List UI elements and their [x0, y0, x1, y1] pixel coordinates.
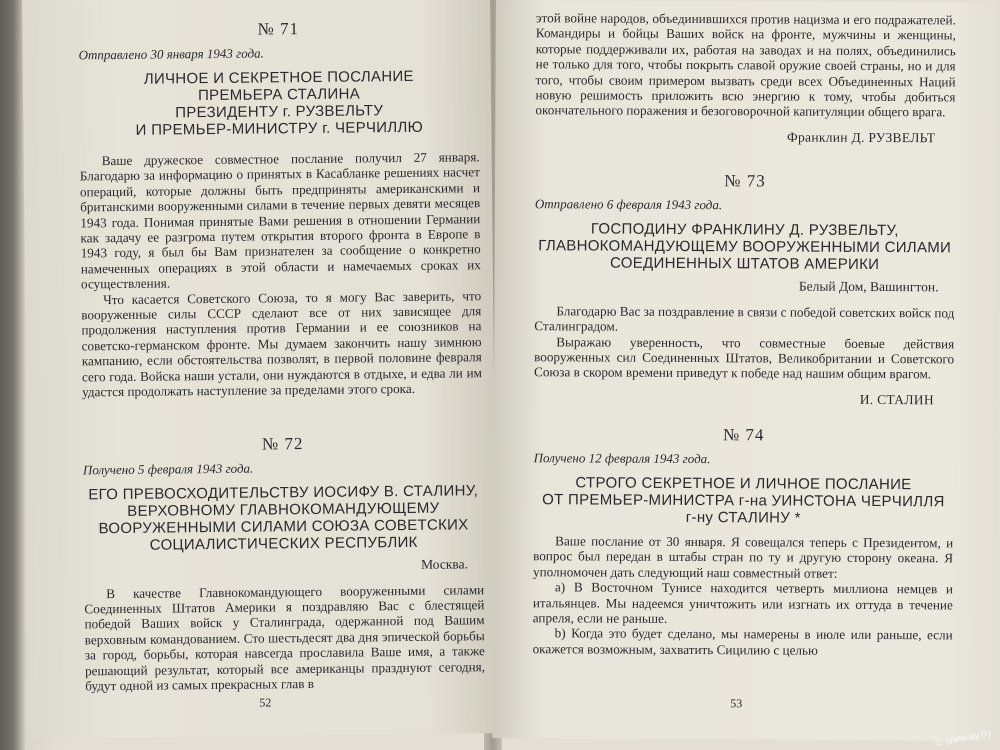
paragraph: Ваше послание от 30 января. Я совещался теперь с Президентом, и вопрос был передан в штабы стран по ту и другую сторону океана. Я уполномочен дать следующий наш совместный ответ: [532, 533, 954, 581]
doc-73-heading [535, 220, 955, 273]
page-number: 52 [259, 695, 272, 710]
paragraph: Выражаю уверенность, что совместные боевые действия вооруженных сил Соединенных Штатов, Великобритании и Советского Союза в скором времени приведут к победе над нашим общим врагом. [534, 333, 955, 382]
doc-72-date: Получено 5 февраля 1943 года. [82, 460, 254, 477]
doc-74-heading [533, 474, 953, 527]
heading-line: ЛИЧНОЕ И СЕКРЕТНОЕ ПОСЛАНИЕ [143, 67, 414, 88]
page-left [22, 0, 498, 738]
doc-74-number: № 74 [722, 425, 765, 445]
doc-72-place: Москва. [420, 555, 469, 572]
doc-72-continuation [535, 10, 956, 120]
heading-line: И ПРЕМЬЕР-МИНИСТРУ г. ЧЕРЧИЛЛЮ [135, 118, 424, 139]
heading-line: ГОСПОДИНУ ФРАНКЛИНУ Д. РУЗВЕЛЬТУ, [590, 220, 899, 239]
right-column [533, 10, 956, 658]
heading-line: ОТ ПРЕМЬЕР-МИНИСТРА г-на УИНСТОНА ЧЕРЧИЛЛЯ [542, 491, 945, 511]
paragraph: Благодарю Вас за поздравление в связи с победой советских войск под Сталинградом. [534, 303, 955, 334]
watermark: © www.ay.by [934, 727, 993, 750]
heading-line: ПРЕМЬЕРА СТАЛИНА [197, 85, 361, 105]
paragraph: b) Когда это будет сделано, мы намерены в июле или раньше, если окажется возможным, захватить Сицилию с целью [532, 625, 953, 658]
heading-line: СТРОГО СЕКРЕТНОЕ И ЛИЧНОЕ ПОСЛАНИЕ [575, 474, 912, 494]
heading-line: СОЦИАЛИСТИЧЕСКИХ РЕСПУБЛИК [149, 533, 418, 554]
doc-72-heading [83, 482, 484, 554]
doc-73-signature: И. СТАЛИН [859, 391, 934, 408]
doc-72-signature: Франклин Д. РУЗВЕЛЬТ [786, 129, 936, 146]
page-right [492, 0, 1000, 741]
doc-74-date: Получено 12 февраля 1943 года. [533, 450, 711, 467]
heading-line: ЕГО ПРЕВОСХОДИТЕЛЬСТВУ ИОСИФУ В. СТАЛИНУ, [88, 481, 479, 503]
doc-73-date: Отправлено 6 февраля 1943 года. [534, 196, 723, 213]
doc-71-date: Отправлено 30 января 1943 года. [78, 45, 264, 63]
paragraph: этой войне народов, объединившихся против нацизма и его подражателей. Командиры и бойцы Ваших войск на фронте, мужчины и женщины, которые поддерживали их, работая на заводах и на полях, объединились не только для того, чтобы покрыть славой оружие своей страны, но и для того, чтобы своим примером вызвать среди всех Объединенных Наций новую решимость приложить всю энергию к тому, чтобы добиться окончательного поражения и безоговорочной капитуляции общего врага. [535, 10, 956, 120]
paragraph: В качестве Главнокомандующего вооруженными силами Соединенных Штатов Америки я поздравляю Вас с блестящей победой Ваших войск у Сталинграда, одержанной под Вашим верховным командованием. Сто шестьдесят два дня эпической борьбы за город, борьбы, которая навсегда прославила Ваше имя, а также решающий результат, который все американцы празднуют сегодня, будут одной из самых прекрасных глав в [84, 581, 486, 694]
heading-line: г-ну СТАЛИНУ * [685, 508, 801, 527]
doc-73-number: № 73 [724, 171, 766, 191]
paragraph: Что касается Советского Союза, то я могу Вас заверить, что вооруженные силы СССР сделают все от них зависящее для продолжения наступления против Германии и ее союзников на советско-германском фронте. Мы думаем закончить нашу зимнюю кампанию, если обстоятельства позволят, в первой половине февраля сего года. Войска наши устали, они нуждаются в отдыхе, и едва ли им удастся продолжать наступление за пределами этого срока. [81, 287, 483, 400]
doc-73-place: Белый Дом, Вашингтон. [798, 278, 939, 295]
heading-line: ВООРУЖЕННЫМИ СИЛАМИ СОЮЗА СОВЕТСКИХ [98, 515, 469, 537]
heading-line: ГЛАВНОКОМАНДУЮЩЕМУ ВООРУЖЕННЫМИ СИЛАМИ [538, 237, 952, 257]
paragraph: а) В Восточном Тунисе находится четверть миллиона немцев и итальянцев. Мы надеемся уничтожить или изгнать их оттуда в течение апреля, если не раньше. [532, 579, 953, 626]
heading-line: ВЕРХОВНОМУ ГЛАВНОКОМАНДУЮЩЕМУ [127, 499, 440, 520]
heading-line: СОЕДИНЕННЫХ ШТАТОВ АМЕРИКИ [609, 254, 880, 273]
paragraph: Ваше дружеское совместное послание получил 27 января. Благодарю за информацию о принятых в Касабланке решениях насчет операций, которые должны быть предприняты американскими и британскими вооруженными силами в течение первых девяти месяцев 1943 года. Понимая принятые Вами решения в отношении Германии как задачу ее разгрома путем открытия второго фронта в Европе в 1943 году, я был бы Вам признателен за сообщение о конкретно намеченных операциях в этой области и намечаемых сроках их осуществления. [79, 149, 481, 292]
doc-72-body [84, 582, 485, 694]
left-column [78, 3, 485, 693]
heading-line: ПРЕЗИДЕНТУ г. РУЗВЕЛЬТУ [175, 102, 384, 122]
doc-74-body [533, 533, 954, 658]
doc-71-heading [79, 67, 480, 139]
doc-71-body [80, 149, 483, 400]
page-number: 53 [730, 696, 743, 711]
doc-72-number: № 72 [261, 433, 304, 454]
doc-71-number: № 71 [257, 19, 300, 39]
doc-73-body [534, 303, 954, 382]
